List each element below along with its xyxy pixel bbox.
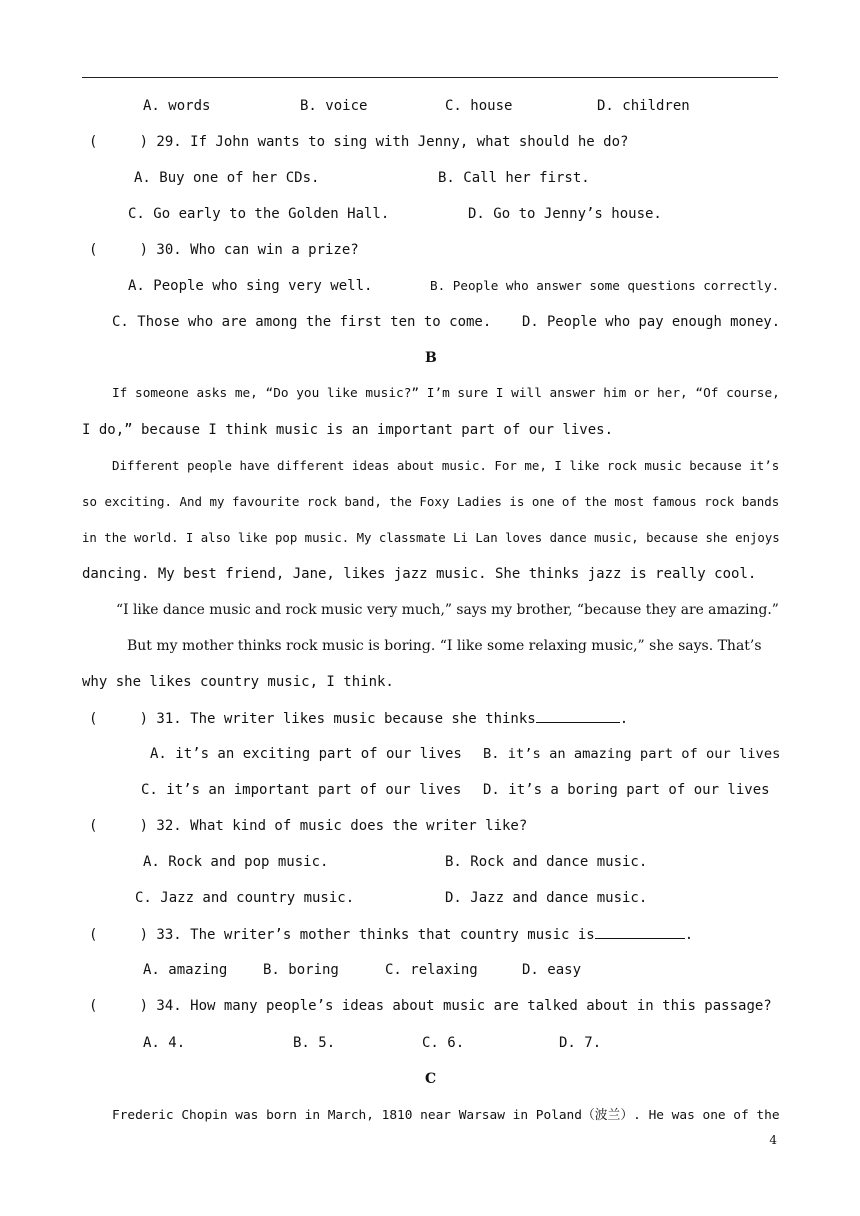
q28-option-c: C. house bbox=[445, 98, 513, 114]
q32-option-b: B. Rock and dance music. bbox=[445, 854, 648, 870]
q33-stem-end: . bbox=[684, 927, 694, 943]
q29-option-c: C. Go early to the Golden Hall. bbox=[128, 206, 390, 222]
q31-stem-end: . bbox=[619, 711, 629, 727]
q29-option-a: A. Buy one of her CDs. bbox=[134, 170, 320, 186]
q32-stem: ( ) 32. What kind of music does the writer like? bbox=[89, 818, 528, 834]
q31-stem-text: ( ) 31. The writer likes music because she thinks bbox=[89, 711, 536, 727]
q34-stem: ( ) 34. How many people’s ideas about music are talked about in this passage? bbox=[89, 998, 772, 1014]
q33-option-d: D. easy bbox=[522, 962, 582, 978]
q31-option-a: A. it’s an exciting part of our lives bbox=[150, 746, 462, 762]
q33-stem bbox=[89, 925, 693, 944]
q30-option-a: A. People who sing very well. bbox=[128, 278, 373, 294]
passage-b-line: in the world. I also like pop music. My classmate Li Lan loves dance music, because she enjoys bbox=[82, 531, 780, 545]
q33-option-c: C. relaxing bbox=[385, 962, 478, 978]
header-rule bbox=[82, 77, 778, 78]
q31-answer-blank[interactable] bbox=[536, 709, 620, 723]
q29-stem: ( ) 29. If John wants to sing with Jenny, what should he do? bbox=[89, 134, 629, 150]
q34-option-c: C. 6. bbox=[422, 1035, 465, 1051]
q28-option-d: D. children bbox=[597, 98, 690, 114]
q28-option-b: B. voice bbox=[300, 98, 368, 114]
q33-option-b: B. boring bbox=[263, 962, 339, 978]
q30-option-c: C. Those who are among the first ten to come. bbox=[112, 314, 492, 330]
q33-stem-text: ( ) 33. The writer’s mother thinks that country music is bbox=[89, 927, 595, 943]
q34-option-d: D. 7. bbox=[559, 1035, 602, 1051]
section-c-heading: C bbox=[425, 1071, 437, 1087]
passage-b-line: “I like dance music and rock music very much,” says my brother, “because they are amazing.” bbox=[116, 602, 779, 618]
passage-b-line: I do,” because I think music is an important part of our lives. bbox=[82, 422, 614, 438]
q28-option-a: A. words bbox=[143, 98, 211, 114]
q29-option-b: B. Call her first. bbox=[438, 170, 590, 186]
q31-option-c: C. it’s an important part of our lives bbox=[141, 782, 462, 798]
q32-option-d: D. Jazz and dance music. bbox=[445, 890, 648, 906]
q31-option-b: B. it’s an amazing part of our lives bbox=[483, 746, 781, 762]
q29-option-d: D. Go to Jenny’s house. bbox=[468, 206, 662, 222]
q34-option-a: A. 4. bbox=[143, 1035, 186, 1051]
q33-option-a: A. amazing bbox=[143, 962, 228, 978]
q30-stem: ( ) 30. Who can win a prize? bbox=[89, 242, 359, 258]
q33-answer-blank[interactable] bbox=[595, 925, 685, 939]
passage-b-line: so exciting. And my favourite rock band, the Foxy Ladies is one of the most famous rock bands bbox=[82, 494, 780, 509]
q32-option-c: C. Jazz and country music. bbox=[135, 890, 355, 906]
q32-option-a: A. Rock and pop music. bbox=[143, 854, 329, 870]
q31-option-d: D. it’s a boring part of our lives bbox=[483, 782, 770, 798]
q31-stem bbox=[89, 709, 628, 728]
passage-b-line: dancing. My best friend, Jane, likes jazz music. She thinks jazz is really cool. bbox=[82, 566, 757, 582]
q30-option-b: B. People who answer some questions correctly. bbox=[430, 278, 780, 293]
passage-b-line: But my mother thinks rock music is boring. “I like some relaxing music,” she says. That’s bbox=[127, 638, 762, 654]
passage-b-line: Different people have different ideas about music. For me, I like rock music because it’s bbox=[112, 458, 780, 473]
q30-option-d: D. People who pay enough money. bbox=[522, 314, 781, 330]
passage-b-line: If someone asks me, “Do you like music?” I’m sure I will answer him or her, “Of course, bbox=[112, 386, 780, 401]
passage-c-line: Frederic Chopin was born in March, 1810 near Warsaw in Poland（波兰）. He was one of the bbox=[112, 1108, 780, 1123]
passage-b-line: why she likes country music, I think. bbox=[82, 674, 394, 690]
page-number: 4 bbox=[769, 1133, 777, 1147]
section-b-heading: B bbox=[425, 350, 437, 366]
q34-option-b: B. 5. bbox=[293, 1035, 336, 1051]
